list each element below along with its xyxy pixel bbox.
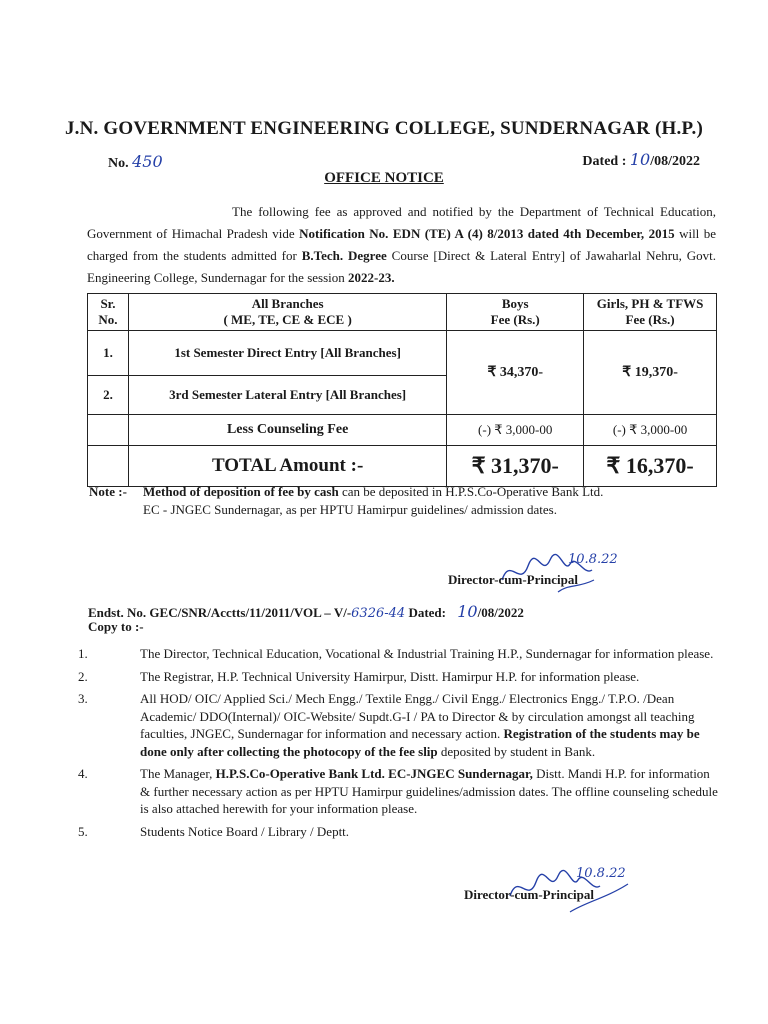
signatory-designation: Director-cum-Principal — [448, 572, 578, 587]
office-notice-title: OFFICE NOTICE — [324, 170, 444, 186]
boys-fee: ₹ 34,370- — [447, 331, 584, 415]
intro-text-1: The following fee as approved and notified by the Department of Technical Education, Government of Himachal Pradesh vide — [87, 204, 716, 241]
office-notice-heading — [0, 170, 768, 187]
less-label: Less Counseling Fee — [128, 415, 446, 446]
endorsement-rest: /08/2022 — [477, 605, 524, 620]
row-desc: 3rd Semester Lateral Entry [All Branches] — [128, 376, 446, 415]
total-boys: ₹ 31,370- — [447, 446, 584, 487]
intro-text-3: Course [Direct & Lateral Entry] of Jawaharlal Nehru, Govt. Engineering College, Sundernagar for the session — [87, 248, 717, 285]
dated-rest: /08/2022 — [650, 154, 700, 169]
girls-fee: ₹ 19,370- — [584, 331, 717, 415]
copy-list — [78, 645, 718, 845]
col-girls-header: Girls, PH & TFWS Fee (Rs.) — [584, 294, 717, 331]
note-text-2: EC - JNGEC Sundernagar, as per HPTU Hamirpur guidelines/ admission dates. — [143, 502, 557, 517]
row-sr: 1. — [88, 331, 129, 376]
notice-number-label: No. — [108, 156, 129, 171]
endorsement-prefix: Endst. No. GEC/SNR/Acctts/11/2011/VOL – V/- — [88, 605, 352, 620]
fee-table-header — [88, 294, 717, 331]
less-girls: (-) ₹ 3,000-00 — [584, 415, 717, 446]
copy-to-label: Copy to :- — [88, 619, 144, 634]
dated-label: Dated : — [582, 154, 627, 169]
notice-number — [108, 152, 163, 172]
note-text-1: can be deposited in H.P.S.Co-Operative Bank Ltd. — [341, 484, 604, 499]
list-item: 4. The Manager, H.P.S.Co-Operative Bank Ltd. EC-JNGEC Sundernagar, Distt. Mandi H.P. for information & further necessary action as per HPTU Hamirpur guidelines/admission dates. The offline counseling schedule is also attached herewith for your information please. — [78, 766, 718, 816]
total-label: TOTAL Amount :- — [128, 446, 446, 487]
endorsement-line — [88, 602, 524, 621]
col-sr-header: Sr. No. — [88, 294, 129, 331]
list-item: 1. The Director, Technical Education, Vocational & Industrial Training H.P., Sundernagar for information please. — [78, 646, 714, 661]
signature-date-2: 10.8.22 — [576, 866, 626, 881]
notice-number-value: 450 — [132, 152, 163, 171]
endorsement-day: 10 — [457, 602, 478, 621]
list-item: 2. The Registrar, H.P. Technical University Hamirpur, Distt. Hamirpur H.P. for information please. — [78, 668, 640, 684]
college-title: J.N. GOVERNMENT ENGINEERING COLLEGE, SUNDERNAGAR (H.P.) — [64, 118, 704, 139]
note-label: Note :- — [89, 484, 127, 499]
col-boys-header: Boys Fee (Rs.) — [447, 294, 584, 331]
notice-date — [582, 150, 700, 170]
intro-degree: B.Tech. Degree — [301, 248, 387, 263]
endorsement-dated-label: Dated: — [408, 605, 446, 620]
table-row — [88, 331, 717, 376]
fee-note — [89, 483, 729, 519]
intro-paragraph — [87, 201, 716, 289]
intro-text-2: will be charged from the students admitted for — [87, 226, 717, 263]
less-row — [88, 415, 717, 446]
less-boys: (-) ₹ 3,000-00 — [447, 415, 584, 446]
dated-day: 10 — [629, 150, 651, 169]
note-bold: Method of deposition of fee by cash — [143, 484, 339, 499]
row-sr: 2. — [88, 376, 129, 415]
col-branch-header: All Branches ( ME, TE, CE & ECE ) — [128, 294, 446, 331]
fee-table — [87, 293, 717, 487]
endorsement-number: 6326-44 — [351, 606, 406, 621]
row-desc: 1st Semester Direct Entry [All Branches] — [128, 331, 446, 376]
intro-session: 2022-23. — [348, 270, 395, 285]
total-girls: ₹ 16,370- — [584, 446, 717, 487]
list-item: 5. Students Notice Board / Library / Deptt. — [78, 823, 350, 839]
list-item: 3. All HOD/ OIC/ Applied Sci./ Mech Engg./ Textile Engg./ Civil Engg./ Electronics Engg./ T.P.O. /Dean Academic/ DDO(Internal)/ OIC-Website/ Supdt.G-I / PA to Director & by circulation amongst all teaching faculties, JNGEC, Sundernagar for information and necessary action. Registration of the students may be done only after collecting the photocopy of the fee slip deposited by student in Bank. — [78, 691, 700, 759]
intro-notification: Notification No. EDN (TE) A (4) 8/2013 dated 4th December, 2015 — [299, 226, 675, 241]
signatory-designation-2: Director-cum-Principal — [464, 887, 594, 902]
total-row — [88, 446, 717, 487]
signature-date: 10.8.22 — [568, 552, 618, 567]
